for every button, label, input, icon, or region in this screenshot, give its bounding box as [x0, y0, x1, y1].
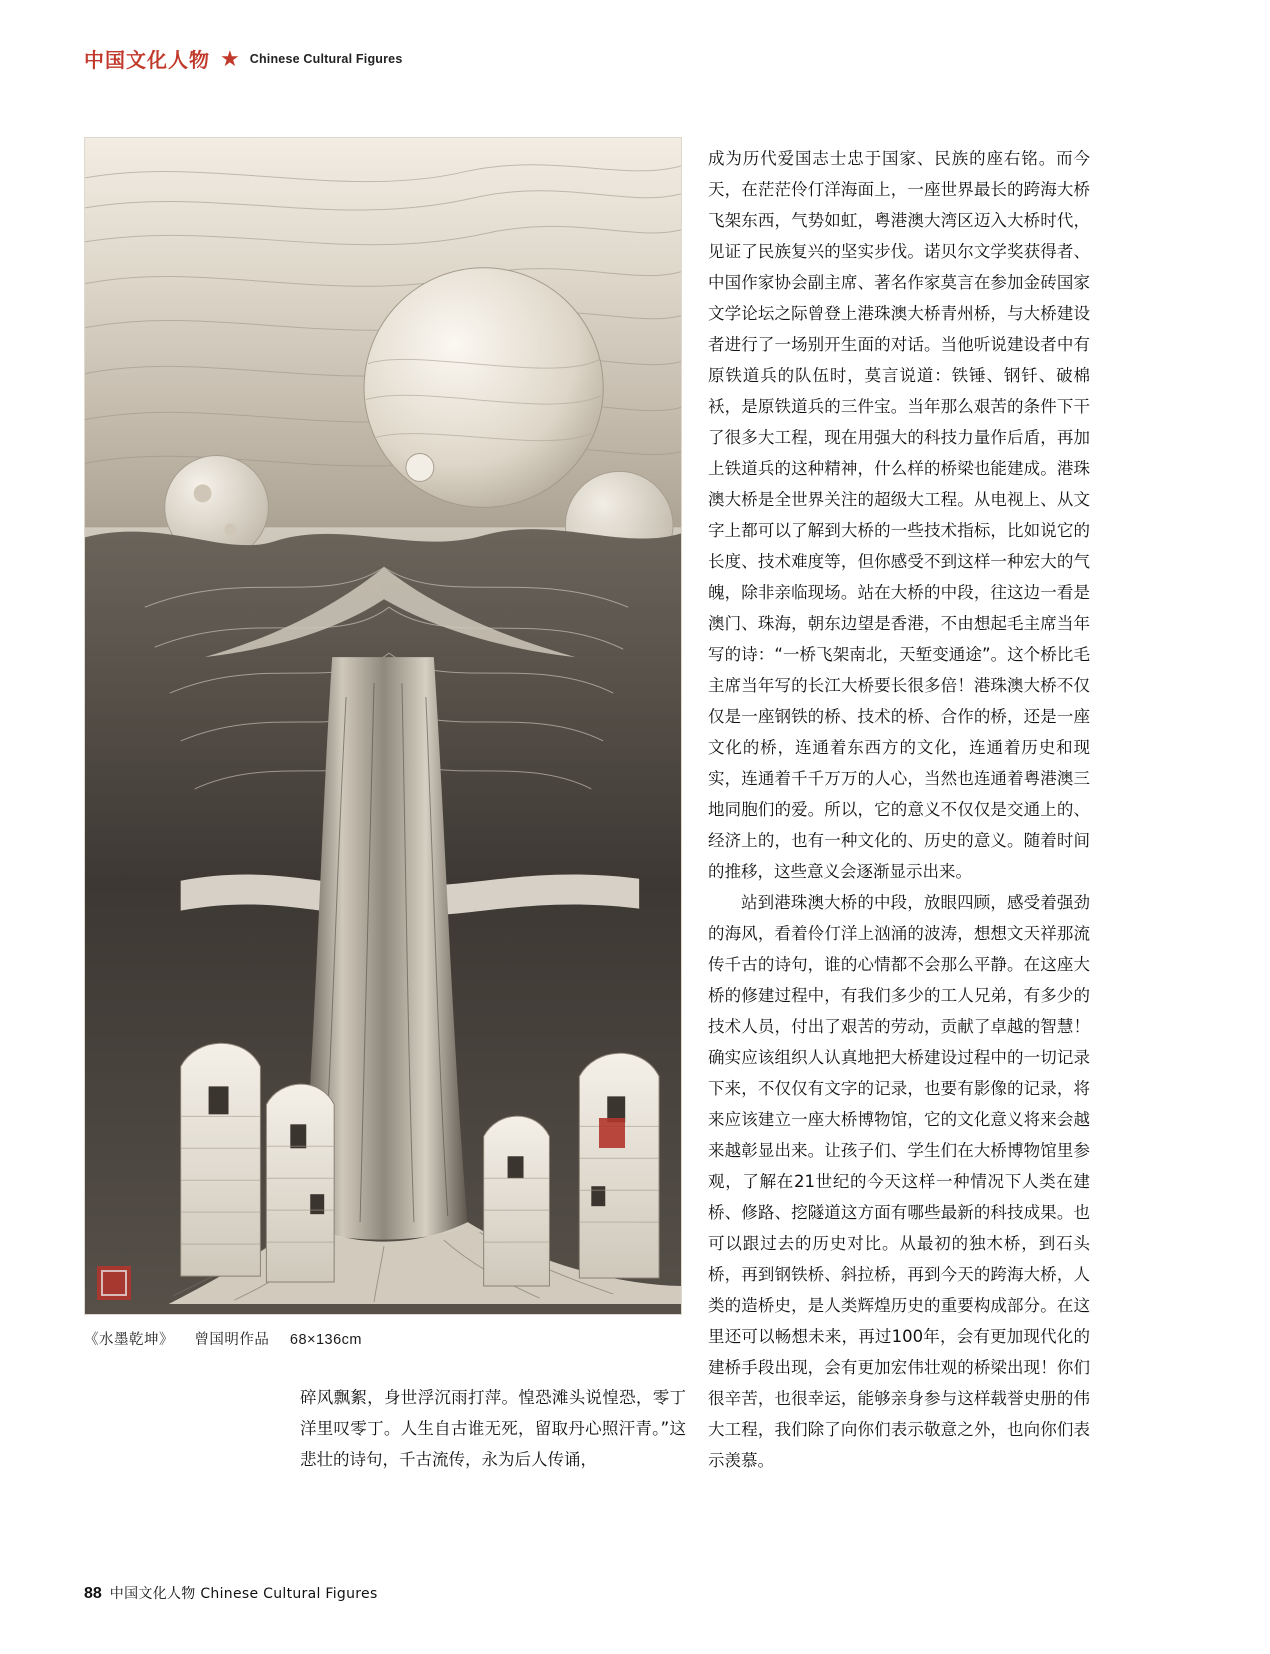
body-paragraph-2: 站到港珠澳大桥的中段，放眼四顾，感受着强劲的海风，看着伶仃洋上汹涌的波涛，想想文天祥那流传千古的诗句，谁的心情都不会那么平静。在这座大桥的修建过程中，有我们多少的工人兄弟，有多少的技术人员，付出了艰苦的劳动，贡献了卓越的智慧！确实应该组织人认真地把大桥建设过程中的一切记录下来，不仅仅有文字的记录，也要有影像的记录，将来应该建立一座大桥博物馆，它的文化意义将来会越来越彰显出来。让孩子们、学生们在大桥博物馆里参观，了解在21世纪的今天这样一种情况下人类在建桥、修路、挖隧道这方面有哪些最新的科技成果。也可以跟过去的历史对比。从最初的独木桥，到石头桥，再到钢铁桥、斜拉桥，再到今天的跨海大桥，人类的造桥史，是人类辉煌历史的重要构成部分。在这里还可以畅想未来，再过100年，会有更加现代化的建桥手段出现，会有更加宏伟壮观的桥梁出现！你们很辛苦，也很幸运，能够亲身参与这样载誉史册的伟大工程，我们除了向你们表示敬意之外，也向你们表示羡慕。	[708, 893, 1090, 1470]
page-footer	[84, 1583, 378, 1603]
masthead-title-en: Chinese Cultural Figures	[249, 51, 403, 66]
artwork-dimensions: 68×136cm	[289, 1332, 362, 1348]
left-column-paragraph: 碎风飘絮，身世浮沉雨打萍。惶恐滩头说惶恐，零丁洋里叹零丁。人生自古谁无死，留取丹心照汗青。”这悲壮的诗句，千古流传，永为后人传诵，	[300, 1388, 686, 1469]
artwork-caption	[84, 1328, 684, 1349]
artwork-author: 曾国明作品	[194, 1332, 270, 1348]
page-number: 88	[84, 1585, 102, 1602]
artwork-image	[84, 137, 682, 1315]
masthead	[84, 44, 402, 73]
star-icon: ★	[220, 45, 240, 71]
masthead-title-cn: 中国文化人物	[84, 48, 210, 72]
artwork-title: 《水墨乾坤》	[84, 1332, 174, 1348]
artist-seal-icon	[97, 1266, 131, 1300]
right-column	[708, 143, 1090, 1476]
signature-seal-icon	[599, 1118, 625, 1148]
footer-title: 中国文化人物 Chinese Cultural Figures	[109, 1586, 378, 1602]
body-paragraph-1: 成为历代爱国志士忠于国家、民族的座右铭。而今天，在茫茫伶仃洋海面上，一座世界最长的跨海大桥飞架东西，气势如虹，粤港澳大湾区迈入大桥时代，见证了民族复兴的坚实步伐。诺贝尔文学奖获得者、中国作家协会副主席、著名作家莫言在参加金砖国家文学论坛之际曾登上港珠澳大桥青州桥，与大桥建设者进行了一场别开生面的对话。当他听说建设者中有原铁道兵的队伍时，莫言说道：铁锤、钢钎、破棉袄，是原铁道兵的三件宝。当年那么艰苦的条件下干了很多大工程，现在用强大的科技力量作后盾，再加上铁道兵的这种精神，什么样的桥梁也能建成。港珠澳大桥是全世界关注的超级大工程。从电视上、从文字上都可以了解到大桥的一些技术指标，比如说它的长度、技术难度等，但你感受不到这样一种宏大的气魄，除非亲临现场。站在大桥的中段，往这边一看是澳门、珠海，朝东边望是香港，不由想起毛主席当年写的诗：“一桥飞架南北，天堑变通途”。这个桥比毛主席当年写的长江大桥要长很多倍！港珠澳大桥不仅仅是一座钢铁的桥、技术的桥、合作的桥，还是一座文化的桥，连通着东西方的文化，连通着历史和现实，连通着千千万万的人心，当然也连通着粤港澳三地同胞们的爱。所以，它的意义不仅仅是交通上的、经济上的，也有一种文化的、历史的意义。随着时间的推移，这些意义会逐渐显示出来。	[708, 149, 1090, 881]
